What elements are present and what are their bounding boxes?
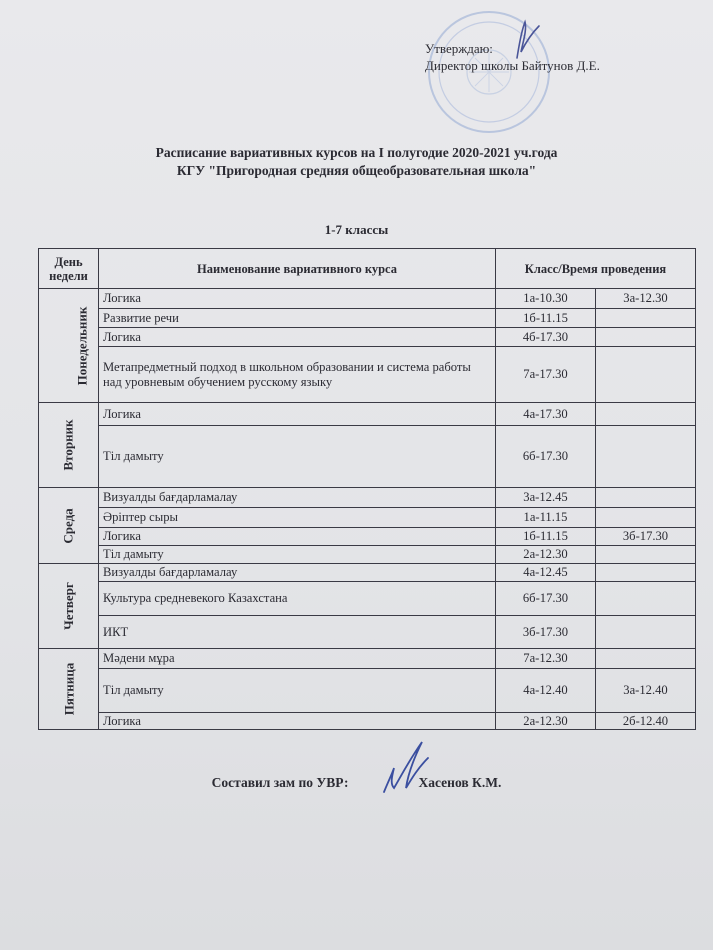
time-cell: 3а-12.30 [596, 289, 696, 309]
course-cell: Мәдени мұра [99, 649, 496, 669]
time-cell [596, 403, 696, 426]
time-cell [596, 582, 696, 616]
header-class-time: Класс/Время проведения [496, 249, 696, 289]
time-cell: 7а-12.30 [496, 649, 596, 669]
day-cell [39, 289, 99, 403]
classes-label: 1-7 классы [324, 222, 389, 237]
time-cell: 4а-12.45 [496, 564, 596, 582]
approval-label: Утверждаю: [425, 41, 493, 56]
time-cell [596, 616, 696, 649]
course-cell: Логика [99, 528, 496, 546]
course-cell: Логика [99, 328, 496, 347]
day-cell [39, 649, 99, 730]
time-cell [596, 546, 696, 564]
day-cell [39, 403, 99, 488]
day-cell [39, 488, 99, 564]
title-line-2: КГУ "Пригородная средняя общеобразовательная школа" [176, 163, 537, 178]
approval-block [425, 40, 600, 74]
time-cell: 4а-12.40 [496, 669, 596, 713]
time-cell: 1а-11.15 [496, 508, 596, 528]
day-label: Пятница [61, 662, 77, 716]
time-cell [596, 508, 696, 528]
course-cell: ИКТ [99, 616, 496, 649]
time-cell: 3б-17.30 [496, 616, 596, 649]
course-cell: Визуалды бағдарламалау [99, 564, 496, 582]
course-cell: Развитие речи [99, 309, 496, 328]
time-cell [596, 488, 696, 508]
time-cell [596, 309, 696, 328]
day-label: Вторник [60, 419, 76, 471]
day-cell [39, 564, 99, 649]
course-cell: Логика [99, 403, 496, 426]
title-line-1: Расписание вариативных курсов на I полугодие 2020-2021 уч.года [155, 145, 558, 160]
compiled-by [0, 775, 713, 791]
course-cell: Логика [99, 289, 496, 309]
day-label: Среда [60, 507, 76, 544]
course-cell: Тіл дамыту [99, 426, 496, 488]
time-cell: 7а-17.30 [496, 347, 596, 403]
course-cell: Логика [99, 713, 496, 730]
header-course: Наименование вариативного курса [99, 249, 496, 289]
course-cell: Культура средневекого Казахстана [99, 582, 496, 616]
time-cell: 4б-17.30 [496, 328, 596, 347]
time-cell: 6б-17.30 [496, 426, 596, 488]
time-cell: 1б-11.15 [496, 528, 596, 546]
time-cell [596, 564, 696, 582]
approval-director: Директор школы Байтунов Д.Е. [425, 58, 600, 73]
compiled-by-name: Хасенов К.М. [418, 775, 502, 790]
day-label: Четверг [60, 582, 76, 630]
time-cell: 1б-11.15 [496, 309, 596, 328]
time-cell: 3а-12.40 [596, 669, 696, 713]
time-cell [596, 347, 696, 403]
time-cell: 1а-10.30 [496, 289, 596, 309]
schedule-table [38, 248, 696, 730]
time-cell [596, 328, 696, 347]
course-cell: Тіл дамыту [99, 546, 496, 564]
course-cell: Визуалды бағдарламалау [99, 488, 496, 508]
header-day: День недели [39, 249, 99, 289]
compiled-by-label: Составил зам по УВР: [211, 775, 349, 790]
time-cell: 3б-17.30 [596, 528, 696, 546]
time-cell: 4а-17.30 [496, 403, 596, 426]
course-cell: Метапредметный подход в школьном образовании и система работы над уровневым обучением русскому языку [99, 347, 496, 403]
time-cell: 2б-12.40 [596, 713, 696, 730]
time-cell: 3а-12.45 [496, 488, 596, 508]
course-cell: Әріптер сыры [99, 508, 496, 528]
time-cell: 6б-17.30 [496, 582, 596, 616]
document-title [0, 144, 713, 180]
day-label: Понедельник [74, 306, 90, 385]
time-cell [596, 649, 696, 669]
time-cell: 2а-12.30 [496, 546, 596, 564]
time-cell: 2а-12.30 [496, 713, 596, 730]
director-signature [509, 18, 549, 62]
time-cell [596, 426, 696, 488]
course-cell: Тіл дамыту [99, 669, 496, 713]
